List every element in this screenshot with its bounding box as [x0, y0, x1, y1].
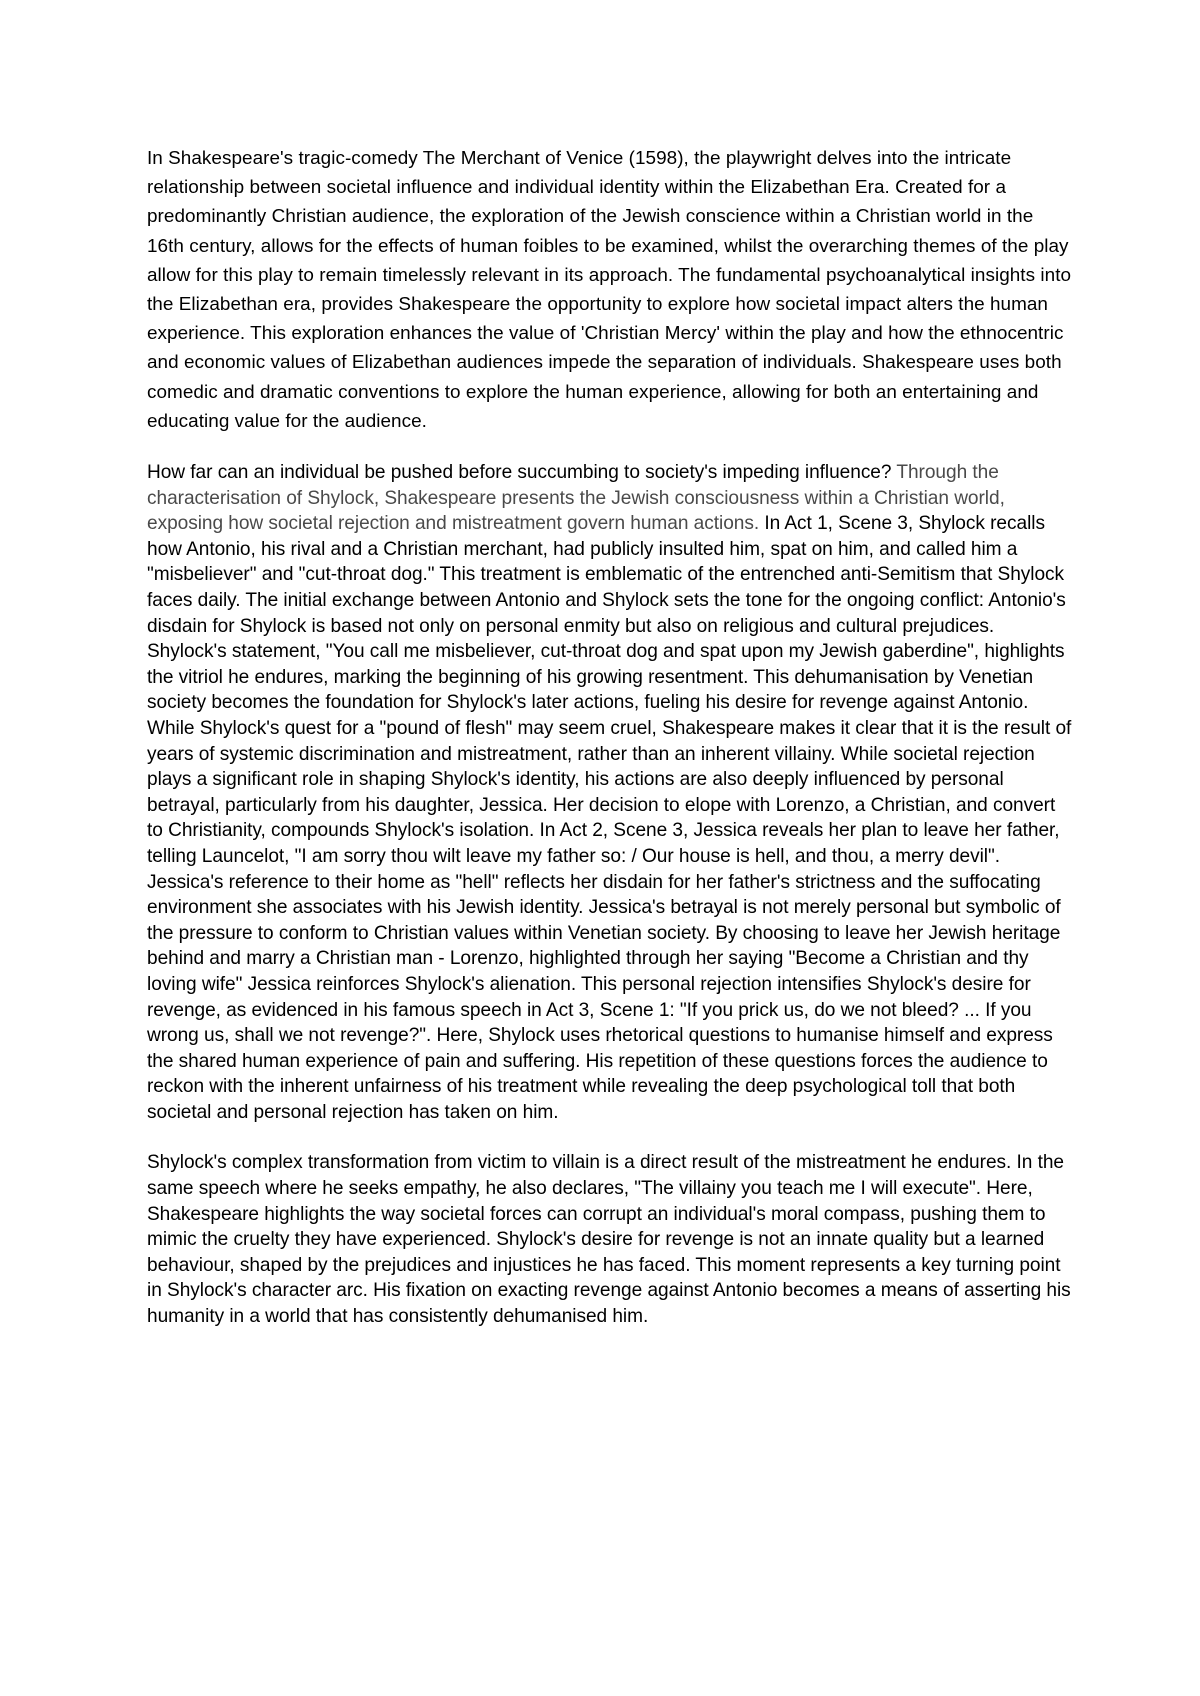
body-paragraph-transformation: Shylock's complex transformation from victim to villain is a direct result of the mistreatment he endures. In the same speech where he seeks empathy, he also declares, "The villainy you teach me I will execute". Here, Shakespeare highlights the way societal forces can corrupt an individual's moral compass, pushing them to mimic the cruelty they have experienced. Shylock's desire for revenge is not an innate quality but a learned behaviour, shaped by the prejudices and injustices he has faced. This moment represents a key turning point in Shylock's character arc. His fixation on exacting revenge against Antonio becomes a means of asserting his humanity in a world that has consistently dehumanised him.	[147, 1152, 1071, 1328]
rhetorical-question: How far can an individual be pushed before succumbing to society's impeding influence?	[147, 462, 897, 484]
paragraph-body-text: In Act 1, Scene 3, Shylock recalls how Antonio, his rival and a Christian merchant, had publicly insulted him, spat on him, and called him a "misbeliever" and "cut-throat dog." This treatment is emblematic of the entrenched anti-Semitism that Shylock faces daily. The initial exchange between Antonio and Shylock sets the tone for the ongoing conflict: Antonio's disdain for Shylock is based not only on personal enmity but also on religious and cultural prejudices. Shylock's statement, "You call me misbeliever, cut-throat dog and spat upon my Jewish gaberdine", highlights the vitriol he endures, marking the beginning of his growing resentment. This dehumanisation by Venetian society becomes the foundation for Shylock's later actions, fueling his desire for revenge against Antonio. While Shylock's quest for a "pound of flesh" may seem cruel, Shakespeare makes it clear that it is the result of years of systemic discrimination and mistreatment, rather than an inherent villainy. While societal rejection plays a significant role in shaping Shylock's identity, his actions are also deeply influenced by personal betrayal, particularly from his daughter, Jessica. Her decision to elope with Lorenzo, a Christian, and convert to Christianity, compounds Shylock's isolation. In Act 2, Scene 3, Jessica reveals her plan to leave her father, telling Launcelot, "I am sorry thou wilt leave my father so: / Our house is hell, and thou, a merry devil". Jessica's reference to their home as "hell" reflects her disdain for her father's strictness and the suffocating environment she associates with his Jewish identity. Jessica's betrayal is not merely personal but symbolic of the pressure to conform to Christian values within Venetian society. By choosing to leave her Jewish heritage behind and marry a Christian man - Lorenzo, highlighted through her saying "Become a Christian and thy loving wife" Jessica reinforces Shylock's alienation. This personal rejection intensifies Shylock's desire for revenge, as evidenced in his famous speech in Act 3, Scene 1: "If you prick us, do we not bleed? ... If you wrong us, shall we not revenge?". Here, Shylock uses rhetorical questions to humanise himself and express the shared human experience of pain and suffering. His repetition of these questions forces the audience to reckon with the inherent unfairness of his treatment while revealing the deep psychological toll that both societal and personal rejection has taken on him.	[147, 513, 1072, 1123]
topic-sentence: Through the characterisation of Shylock, Shakespeare presents the Jewish consciousness within a Christian world, exposing how societal rejection and mistreatment govern human actions.	[147, 462, 1005, 535]
essay-body	[147, 144, 1072, 1330]
body-paragraph-shylock-rejection	[147, 460, 1072, 1125]
introduction-paragraph: In Shakespeare's tragic-comedy The Merchant of Venice (1598), the playwright delves into the intricate relationship between societal influence and individual identity within the Elizabethan Era. Created for a predominantly Christian audience, the exploration of the Jewish conscience within a Christian world in the 16th century, allows for the effects of human foibles to be examined, whilst the overarching themes of the play allow for this play to remain timelessly relevant in its approach. The fundamental psychoanalytical insights into the Elizabethan era, provides Shakespeare the opportunity to explore how societal impact alters the human experience. This exploration enhances the value of 'Christian Mercy' within the play and how the ethnocentric and economic values of Elizabethan audiences impede the separation of individuals. Shakespeare uses both comedic and dramatic conventions to explore the human experience, allowing for both an entertaining and educating value for the audience.	[147, 148, 1072, 432]
